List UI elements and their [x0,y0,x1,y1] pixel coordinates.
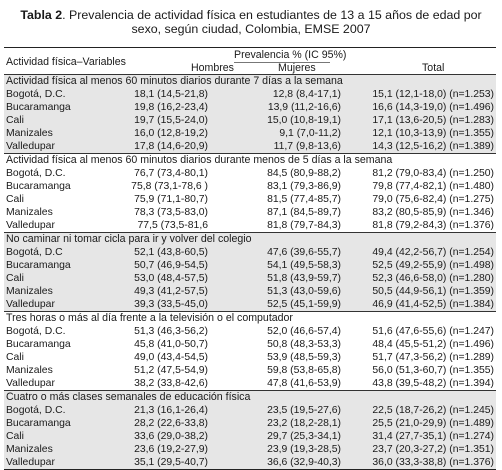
men-cell: 52,1 (43,8-60,5) [134,247,208,258]
men-cell: 38,2 (33,8-42,6) [134,378,208,389]
table-row [4,246,496,259]
city-cell: Bucaramanga [6,418,71,429]
women-cell: 50,8 (48,3-53,3) [267,339,341,350]
table-row [4,180,496,193]
total-cell: 14,3 (12,5-16,2) (n=1.389) [372,141,494,152]
men-cell: 18,1 (14,5-21,8) [134,89,208,100]
total-cell: 51,6 (47,6-55,6) (n=1.247) [372,326,494,337]
table-row [4,325,496,338]
total-cell: 36,0 (33,3-38,8) (n=1.376) [372,457,494,468]
women-cell: 84,5 (80,9-88,2) [267,168,341,179]
women-cell: 12,8 (8,4-17,1) [272,89,341,100]
women-cell: 23,2 (18,2-28,1) [267,418,341,429]
city-cell: Bucaramanga [6,339,71,350]
total-cell: 81,8 (79,2-84,3) (n=1.376) [372,220,494,231]
table-section [4,390,496,469]
total-cell: 31,4 (27,7-35,1) (n=1.274) [372,431,494,442]
total-cell: 52,5 (49,2-55,9) (n=1.498) [372,260,494,271]
total-cell: 17,1 (13,6-20,5) (n=1.283) [372,115,494,126]
women-cell: 59,8 (53,8-65,8) [267,365,341,376]
men-cell: 19,7 (15,5-24,0) [134,115,208,126]
city-cell: Manizales [6,286,53,297]
city-cell: Manizales [6,365,53,376]
women-cell: 23,5 (19,5-27,6) [267,405,341,416]
women-cell: 81,5 (77,4-85,7) [267,194,341,205]
city-cell: Manizales [6,444,53,455]
men-cell: 76,7 (73,4-80,1) [134,168,208,179]
men-cell: 33,6 (29,0-38,2) [134,431,208,442]
men-cell: 49,3 (41,2-57,5) [134,286,208,297]
city-cell: Bogotá, D.C [6,247,63,258]
table-row [4,101,496,114]
variable-column-header: Actividad física–Variables [6,56,126,68]
women-cell: 11,7 (9,8-13,6) [273,141,341,152]
table-row [4,430,496,443]
women-cell: 15,0 (10,8-19,1) [267,115,341,126]
table-row [4,127,496,140]
total-cell: 52,3 (46,6-58,0) (n=1.280) [372,273,494,284]
women-cell: 23,9 (19,3-28,5) [267,444,341,455]
men-cell: 21,3 (16,1-26,4) [134,405,208,416]
women-cell: 87,1 (84,5-89,7) [267,207,341,218]
caption-label: Tabla 2 [20,8,63,22]
table-caption [0,8,502,36]
men-cell: 77,5 (73,5-81,6 [137,220,208,231]
total-cell: 22,5 (18,7-26,2) (n=1.245) [372,405,494,416]
section-title: No caminar ni tomar cicla para ir y volver del colegio [4,233,496,246]
women-cell: 52,0 (46,6-57,4) [267,326,341,337]
men-cell: 45,8 (41,0-50,7) [134,339,208,350]
table-row [4,259,496,272]
caption-text-1: . Prevalencia de actividad física en estudiantes de 13 a 15 años de edad por [62,8,482,22]
table-row [4,456,496,469]
total-cell: 48,4 (45,5-51,2) (n=1.496) [372,339,494,350]
city-cell: Valledupar [6,378,55,389]
women-cell: 83,1 (79,3-86,9) [267,181,341,192]
men-cell: 51,2 (47,5-54,9) [134,365,208,376]
men-cell: 17,8 (14,6-20,9) [134,141,208,152]
table-row [4,88,496,101]
men-cell: 35,1 (29,5-40,7) [134,457,208,468]
women-cell: 36,6 (32,9-40,3) [267,457,341,468]
men-cell: 75,9 (71,1-80,7) [134,194,208,205]
total-cell: 12,1 (10,3-13,9) (n=1.355) [372,128,494,139]
table-row [4,338,496,351]
city-cell: Cali [6,431,24,442]
city-cell: Manizales [6,128,53,139]
table-row [4,206,496,219]
total-cell: 49,4 (42,2-56,7) (n=1.254) [372,247,494,258]
table-section [4,153,496,232]
men-cell: 49,0 (43,4-54,5) [134,352,208,363]
men-cell: 75,8 (73,1-78,6 ) [131,181,208,192]
women-cell: 54,1 (49,5-58,3) [267,260,341,271]
city-cell: Manizales [6,207,53,218]
women-cell: 81,8 (79,7-84,3) [267,220,341,231]
city-cell: Valledupar [6,457,55,468]
women-column-header: Mujeres [278,62,316,74]
total-cell: 16,6 (14,3-19,0) (n=1.496) [372,102,494,113]
section-title: Cuatro o más clases semanales de educación física [4,391,496,404]
city-cell: Cali [6,115,24,126]
men-cell: 53,0 (48,4-57,5) [134,273,208,284]
men-cell: 28,2 (22,6-33,8) [134,418,208,429]
women-cell: 9,1 (7,0-11,2) [279,128,341,139]
caption-line-1 [0,8,502,22]
men-cell: 51,3 (46,3-56,2) [134,326,208,337]
city-cell: Cali [6,194,24,205]
section-title: Actividad física al menos 60 minutos diarios durante 7 días a la semana [4,75,496,88]
total-cell: 79,0 (75,6-82,4) (n=1.275) [372,194,494,205]
city-cell: Bogotá, D.C. [6,405,66,416]
city-cell: Valledupar [6,220,55,231]
table-row [4,351,496,364]
table-row [4,364,496,377]
table-row [4,167,496,180]
city-cell: Bogotá, D.C. [6,168,66,179]
prevalence-header: Prevalencia % (IC 95%) [234,49,347,61]
table-row [4,140,496,153]
total-cell: 79,8 (77,4-82,1) (n=1.480) [372,181,494,192]
women-cell: 13,9 (11,2-16,6) [267,102,341,113]
table-row [4,285,496,298]
table-row [4,219,496,232]
city-cell: Cali [6,273,24,284]
women-cell: 51,8 (43,9-59,7) [267,273,341,284]
total-cell: 46,9 (41,4-52,5) (n=1.384) [372,299,494,310]
total-cell: 51,7 (47,3-56,2) (n=1.289) [372,352,494,363]
women-cell: 52,5 (45,1-59,9) [267,299,341,310]
women-cell: 29,7 (25,3-34,1) [267,431,341,442]
men-cell: 16,0 (12,8-19,2) [134,128,208,139]
table-row [4,377,496,390]
city-cell: Valledupar [6,141,55,152]
table-row [4,193,496,206]
total-cell: 81,2 (79,0-83,4) (n=1.250) [372,168,494,179]
table-header [4,48,496,74]
caption-line-2: sexo, según ciudad, Colombia, EMSE 2007 [131,22,371,36]
table-row [4,443,496,456]
table-row [4,404,496,417]
table-row [4,417,496,430]
women-cell: 51,3 (43,0-59,6) [267,286,341,297]
table-body [4,74,496,469]
prevalence-table [4,47,496,470]
table-section [4,232,496,311]
table-section [4,311,496,390]
city-cell: Cali [6,352,24,363]
city-cell: Bogotá, D.C. [6,89,66,100]
total-cell: 23,7 (20,3-27,2) (n=1.351) [372,444,494,455]
section-title: Tres horas o más al día frente a la televisión o el computador [6,312,293,324]
section-title: Actividad física al menos 60 minutos diarios durante menos de 5 días a la semana [6,154,393,166]
total-cell: 15,1 (12,1-18,0) (n=1.253) [372,89,494,100]
city-cell: Valledupar [6,299,55,310]
total-cell: 25,5 (21,0-29,9) (n=1.489) [372,418,494,429]
city-cell: Bucaramanga [6,260,71,271]
city-cell: Bogotá, D.C. [6,326,66,337]
total-cell: 50,5 (44,9-56,1) (n=1.359) [372,286,494,297]
total-cell: 83,2 (80,5-85,9) (n=1.346) [372,207,494,218]
men-column-header: Hombres [191,62,234,74]
men-cell: 50,7 (46,9-54,5) [134,260,208,271]
table-row [4,114,496,127]
total-column-header: Total [422,62,445,74]
women-cell: 53,9 (48,5-59,3) [267,352,341,363]
total-cell: 43,8 (39,5-48,2) (n=1.394) [372,378,494,389]
table-section [4,74,496,153]
women-cell: 47,8 (41,6-53,9) [267,378,341,389]
total-cell: 56,0 (51,3-60,7) (n=1.355) [372,365,494,376]
men-cell: 23,6 (19,2-27,9) [134,444,208,455]
men-cell: 78,3 (73,5-83,0) [134,207,208,218]
men-cell: 39,3 (33,5-45,0) [134,299,208,310]
table-row [4,272,496,285]
women-cell: 47,6 (39,6-55,7) [267,247,341,258]
city-cell: Bucaramanga [6,181,71,192]
table-row [4,298,496,311]
city-cell: Bucaramanga [6,102,71,113]
men-cell: 19,8 (16,2-23,4) [134,102,208,113]
